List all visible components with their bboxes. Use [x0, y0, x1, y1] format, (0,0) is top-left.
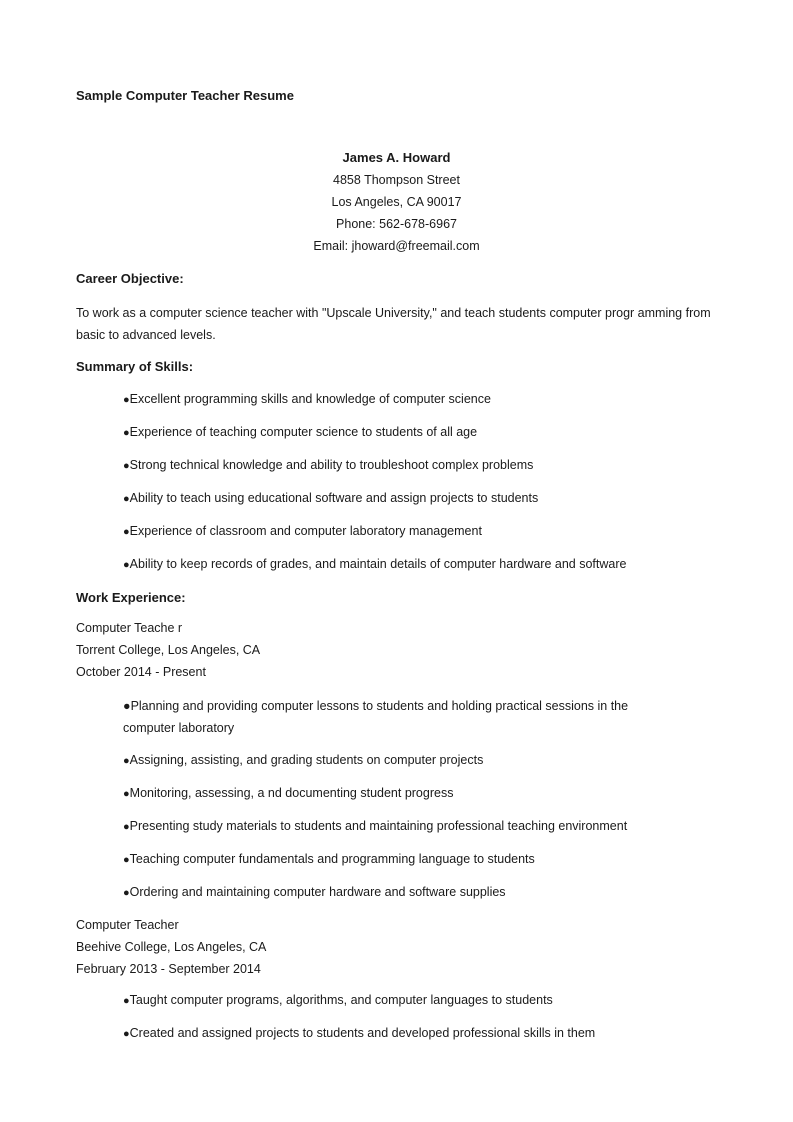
job-dates: February 2013 - September 2014 — [76, 962, 261, 976]
bullet-icon: ● — [123, 887, 130, 899]
job-duty: ●Planning and providing computer lessons to students and holding practical sessions in the computer laboratory — [123, 699, 629, 735]
contact-city: Los Angeles, CA 90017 — [331, 195, 462, 209]
bullet-icon: ● — [123, 1028, 130, 1040]
skill-item: ●Ability to keep records of grades, and maintain details of computer hardware and software — [123, 557, 627, 571]
bullet-icon: ● — [123, 493, 130, 505]
bullet-icon: ● — [123, 788, 130, 800]
bullet-icon: ● — [123, 699, 131, 713]
skills-heading: Summary of Skills: — [76, 359, 194, 374]
bullet-icon: ● — [123, 394, 130, 406]
work-heading: Work Experience: — [76, 590, 186, 605]
job-title: Computer Teacher — [76, 918, 179, 932]
bullet-icon: ● — [123, 427, 130, 439]
job-duty: ●Assigning, assisting, and grading students on computer projects — [123, 753, 484, 767]
job-duty: ●Monitoring, assessing, a nd documenting student progress — [123, 786, 454, 800]
bullet-icon: ● — [123, 995, 130, 1007]
skill-item: ●Ability to teach using educational software and assign projects to students — [123, 491, 539, 505]
contact-phone: Phone: 562-678-6967 — [336, 217, 457, 231]
job-duty: ●Ordering and maintaining computer hardware and software supplies — [123, 885, 506, 899]
contact-email: Email: jhoward@freemail.com — [313, 239, 480, 253]
skill-item: ●Experience of teaching computer science to students of all age — [123, 425, 478, 439]
objective-text: To work as a computer science teacher with "Upscale University," and teach students computer progr amming from basic to advanced levels. — [76, 306, 711, 342]
skill-item: ●Experience of classroom and computer laboratory management — [123, 524, 482, 538]
skill-item: ●Excellent programming skills and knowledge of computer science — [123, 392, 491, 406]
job-title: Computer Teache r — [76, 621, 183, 635]
bullet-icon: ● — [123, 755, 130, 767]
job-duty: ●Teaching computer fundamentals and programming language to students — [123, 852, 535, 866]
job-duty: ●Taught computer programs, algorithms, and computer languages to students — [123, 993, 553, 1007]
bullet-icon: ● — [123, 460, 130, 472]
job-employer: Torrent College, Los Angeles, CA — [76, 643, 261, 657]
job-duty: ●Presenting study materials to students and maintaining professional teaching environment — [123, 819, 628, 833]
job-duty: ●Created and assigned projects to students and developed professional skills in them — [123, 1026, 596, 1040]
skill-item: ●Strong technical knowledge and ability to troubleshoot complex problems — [123, 458, 534, 472]
objective-heading: Career Objective: — [76, 271, 184, 286]
job-dates: October 2014 - Present — [76, 665, 206, 679]
bullet-icon: ● — [123, 821, 130, 833]
bullet-icon: ● — [123, 559, 130, 571]
job-employer: Beehive College, Los Angeles, CA — [76, 940, 267, 954]
contact-street: 4858 Thompson Street — [333, 173, 460, 187]
contact-name: James A. Howard — [342, 150, 451, 165]
bullet-icon: ● — [123, 526, 130, 538]
bullet-icon: ● — [123, 854, 130, 866]
document-title: Sample Computer Teacher Resume — [76, 88, 294, 103]
